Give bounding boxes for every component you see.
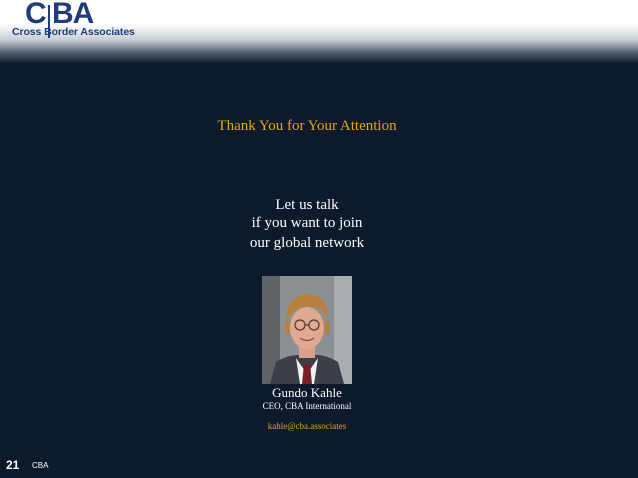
message-line-2: if you want to join (251, 215, 363, 231)
portrait-illustration (262, 276, 352, 384)
cba-logo (12, 0, 152, 40)
logo-subtitle-rest: Border Associates (44, 26, 135, 38)
logo-subtitle (12, 26, 152, 38)
logo-subtitle-cross: Cross (12, 26, 42, 38)
page-number: 21 (6, 458, 20, 472)
email-link[interactable]: kahle@cba.associates (267, 421, 347, 431)
thank-you-title: Thank You for Your Attention (217, 118, 397, 134)
person-role: CEO, CBA International (262, 401, 352, 411)
footer-label: CBA (32, 461, 49, 470)
message-line-3: our global network (249, 235, 365, 251)
message-line-1: Let us talk (275, 197, 339, 213)
portrait-photo (262, 276, 352, 384)
logo-mark-ba: BA (52, 0, 94, 30)
person-name: Gundo Kahle (272, 385, 342, 400)
logo-mark-c: C (25, 0, 46, 30)
